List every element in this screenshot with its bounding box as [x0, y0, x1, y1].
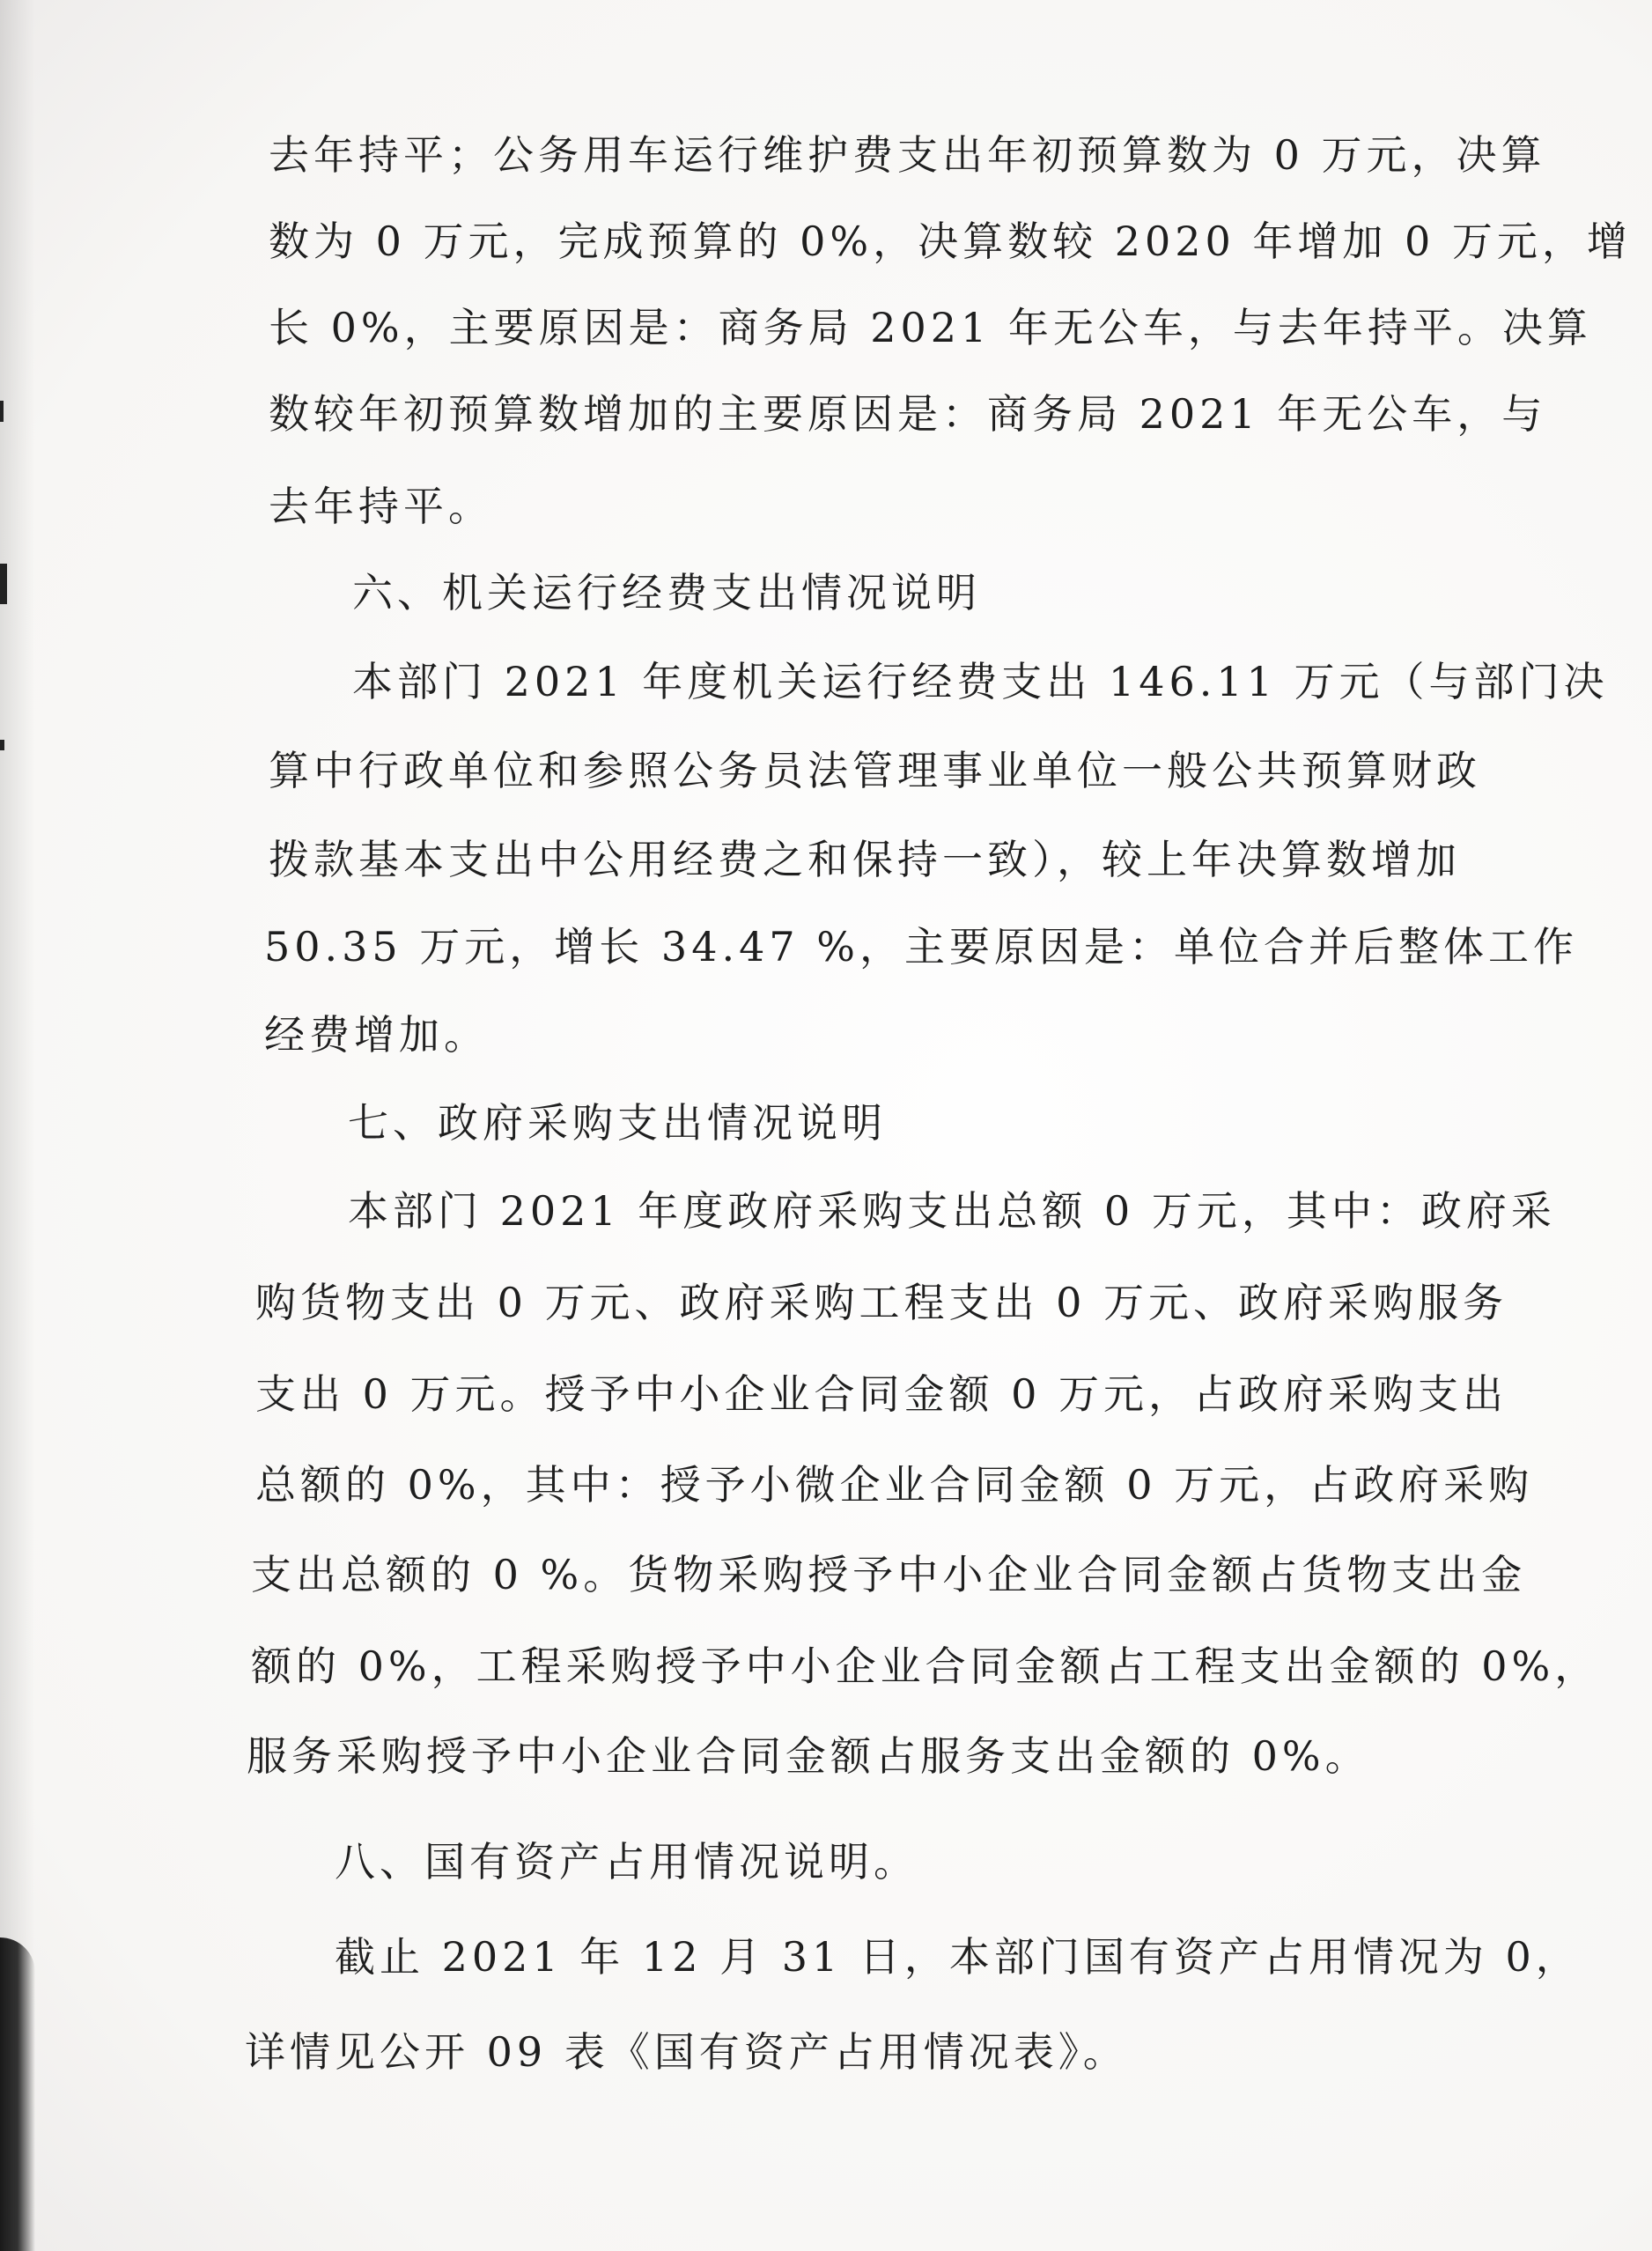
text-line: 本部门 2021 年度机关运行经费支出 146.11 万元（与部门决 — [352, 658, 1609, 705]
page-edge-shadow — [0, 0, 35, 2251]
section-heading: 六、机关运行经费支出情况说明 — [352, 569, 981, 616]
text-line: 详情见公开 09 表《国有资产占用情况表》。 — [245, 2028, 1128, 2076]
text-line: 50.35 万元，增长 34.47 %，主要原因是：单位合并后整体工作 — [264, 923, 1578, 971]
text-line: 支出总额的 0 %。货物采购授予中小企业合同金额占货物支出金 — [251, 1551, 1527, 1598]
text-line: 去年持平。 — [269, 483, 493, 530]
text-line: 总额的 0%，其中：授予小微企业合同金额 0 万元，占政府采购 — [255, 1461, 1534, 1509]
section-heading: 七、政府采购支出情况说明 — [348, 1099, 887, 1147]
text-line: 长 0%，主要原因是：商务局 2021 年无公车，与去年持平。决算 — [269, 304, 1592, 351]
text-line: 支出 0 万元。授予中小企业合同金额 0 万元，占政府采购支出 — [255, 1370, 1508, 1418]
edge-mark — [0, 564, 7, 604]
text-line: 本部门 2021 年度政府采购支出总额 0 万元，其中：政府采 — [348, 1187, 1556, 1235]
text-line: 截止 2021 年 12 月 31 日，本部门国有资产占用情况为 0， — [335, 1933, 1581, 1981]
text-line: 去年持平；公务用车运行维护费支出年初预算数为 0 万元，决算 — [269, 131, 1546, 179]
text-line: 数较年初预算数增加的主要原因是：商务局 2021 年无公车，与 — [269, 390, 1547, 438]
text-line: 额的 0%，工程采购授予中小企业合同金额占工程支出金额的 0%， — [251, 1642, 1600, 1690]
section-heading: 八、国有资产占用情况说明。 — [335, 1838, 918, 1886]
text-line: 拨款基本支出中公用经费之和保持一致），较上年决算数增加 — [269, 836, 1461, 883]
text-line: 算中行政单位和参照公务员法管理事业单位一般公共预算财政 — [269, 747, 1481, 794]
text-line: 数为 0 万元，完成预算的 0%，决算数较 2020 年增加 0 万元，增 — [269, 218, 1632, 265]
edge-mark — [0, 740, 4, 750]
text-line: 购货物支出 0 万元、政府采购工程支出 0 万元、政府采购服务 — [255, 1279, 1508, 1326]
text-line: 服务采购授予中小企业合同金额占服务支出金额的 0%。 — [247, 1732, 1370, 1780]
page-corner-shadow — [0, 1937, 35, 2251]
edge-mark — [0, 401, 4, 422]
text-line: 经费增加。 — [264, 1011, 489, 1059]
